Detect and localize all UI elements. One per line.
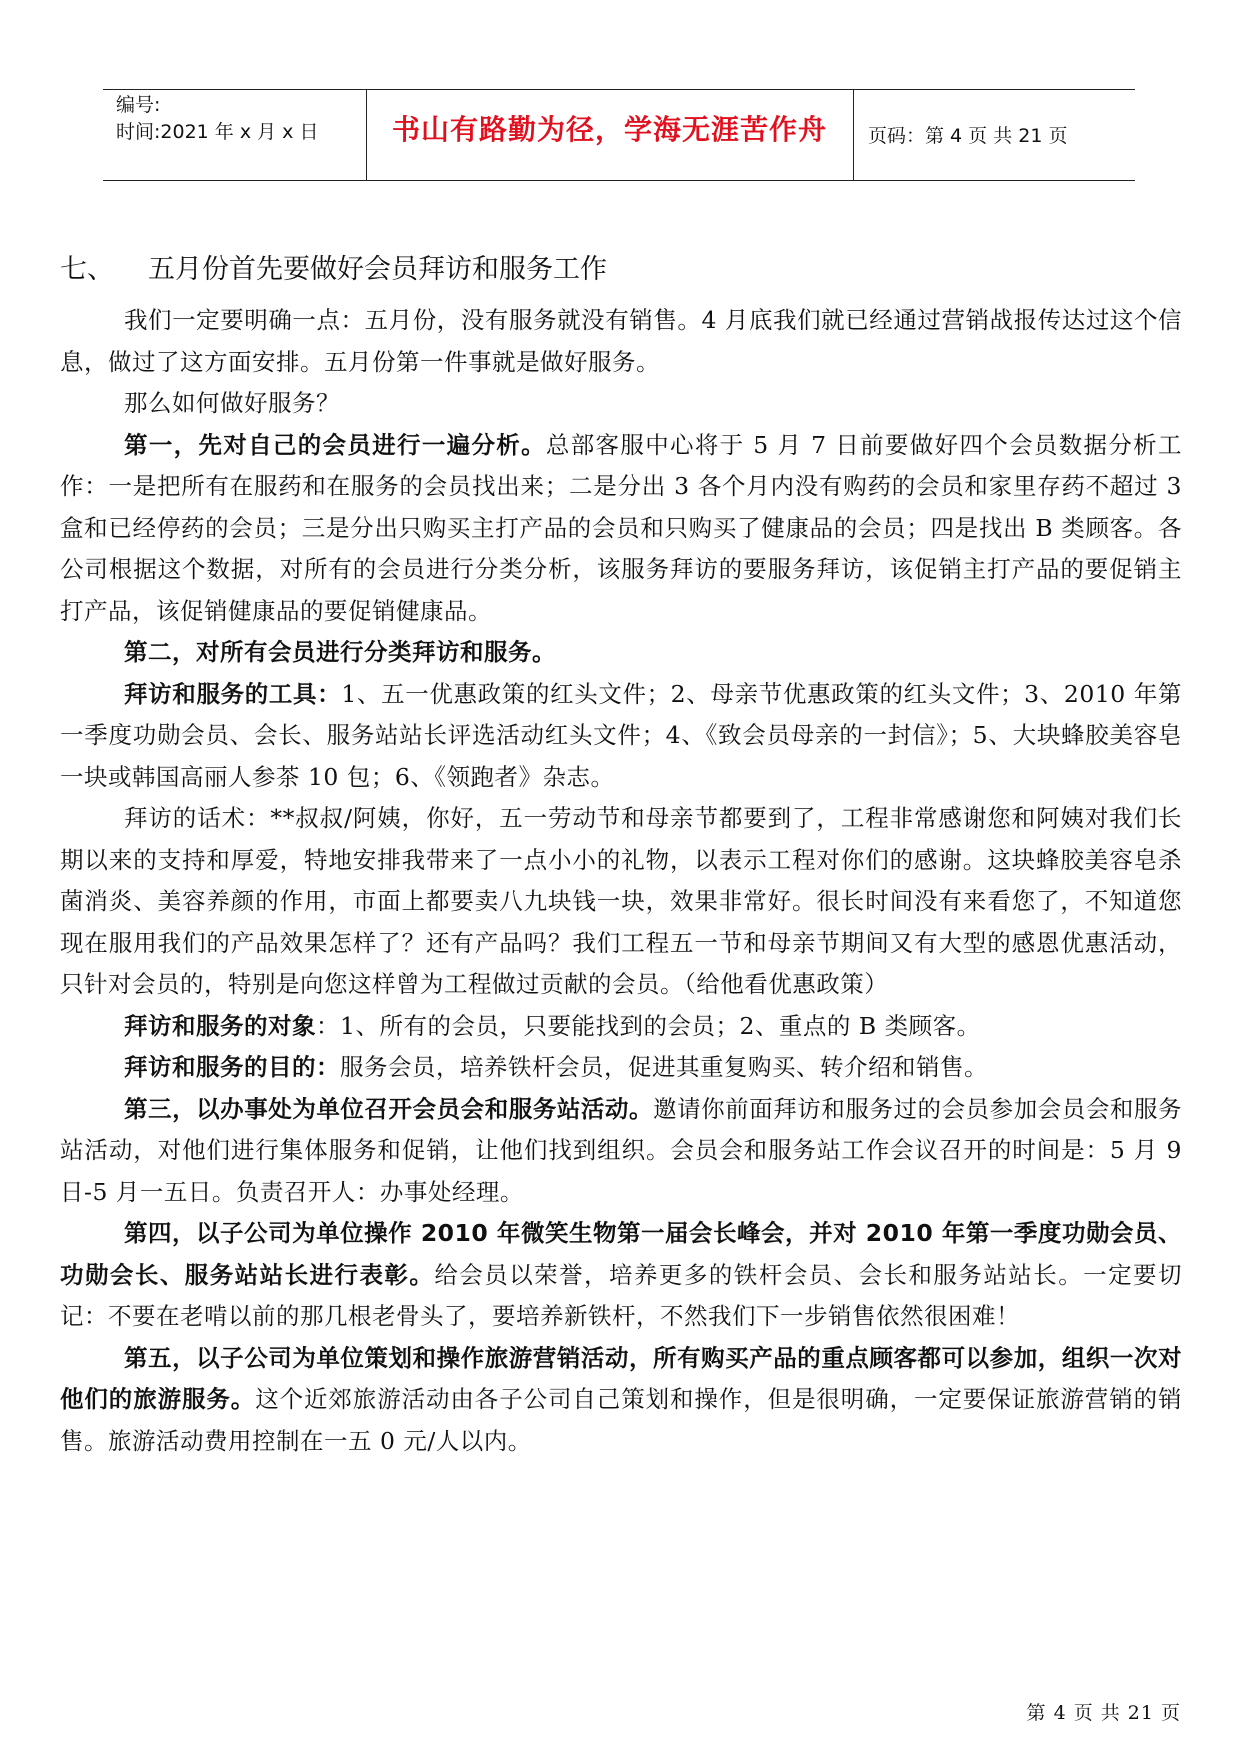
paragraph-text: 服务会员，培养铁杆会员，促进其重复购买、转介绍和销售。 <box>340 1053 988 1081</box>
paragraph <box>60 1338 1182 1463</box>
header-page-label: 页码：第 4 页 共 21 页 <box>868 125 1068 147</box>
document-body <box>60 250 1182 1462</box>
paragraph <box>60 632 1182 674</box>
section-heading <box>60 250 1182 290</box>
paragraph <box>60 425 1182 633</box>
paragraph <box>60 383 1182 425</box>
paragraph-text: 总部客服中心将于 5 月 7 日前要做好四个会员数据分析工作：一是把所有在服药和在服务的会员找出来；二是分出 3 各个月内没有购药的会员和家里存药不超过 3 盒和已经停药的会员；三是分出只购买主打产品的会员和只购买了健康品的会员；四是找出 B 类顾客。各公司根据这个数据，对所有的会员进行分类分析，该服务拜访的要服务拜访，该促销主打产品的要促销主打产品，该促销健康品的要促销健康品。 <box>60 430 1182 625</box>
number-label: 编号: <box>116 94 161 116</box>
paragraph-lead: 第一，先对自己的会员进行一遍分析。 <box>124 430 546 459</box>
paragraph <box>60 1089 1182 1214</box>
time-label: 时间:2021 年 x 月 x 日 <box>116 121 319 143</box>
paragraph-lead: 拜访和服务的对象 <box>124 1011 316 1040</box>
paragraph-lead: 第三，以办事处为单位召开会员会和服务站活动。 <box>124 1094 654 1123</box>
header-motto: 书山有路勤为径，学海无涯苦作舟 <box>391 113 827 146</box>
header-meta <box>116 92 318 146</box>
paragraph-text: 我们一定要明确一点：五月份，没有服务就没有销售。4 月底我们就已经通过营销战报传达过这个信息，做过了这方面安排。五月份第一件事就是做好服务。 <box>60 306 1182 376</box>
section-title: 五月份首先要做好会员拜访和服务工作 <box>148 254 607 285</box>
paragraph-lead: 拜访和服务的目的： <box>124 1053 340 1081</box>
paragraph-lead: 第五，以子公司为单位策划和操作旅游营销活动，所有购买产品的重点顾客都可以参加，组织一次对他们的旅游服务。 <box>60 1343 1182 1413</box>
header-bottom-rule <box>103 180 1135 181</box>
footer-page-number: 第 4 页 共 21 页 <box>1026 1702 1181 1724</box>
paragraph-text: 1、五一优惠政策的红头文件；2、母亲节优惠政策的红头文件；3、2010 年第一季度功勋会员、会长、服务站站长评选活动红头文件；4、《致会员母亲的一封信》；5、大块蜂胶美容皂一块或韩国高丽人参茶 10 包；6、《领跑者》杂志。 <box>60 679 1182 791</box>
paragraph <box>60 674 1182 799</box>
header-top-rule <box>103 89 1135 90</box>
section-number: 七、 <box>60 254 114 285</box>
header-divider <box>853 89 854 180</box>
paragraph-text: ：1、所有的会员，只要能找到的会员；2、重点的 B 类顾客。 <box>316 1011 981 1040</box>
paragraph-text: 给会员以荣誉，培养更多的铁杆会员、会长和服务站站长。一定要切记：不要在老啃以前的那几根老骨头了，要培养新铁杆，不然我们下一步销售依然很困难！ <box>60 1260 1183 1330</box>
paragraph-text: 那么如何做好服务？ <box>124 389 340 417</box>
paragraph-lead: 第二，对所有会员进行分类拜访和服务。 <box>124 638 556 666</box>
paragraph <box>60 1006 1182 1048</box>
paragraph <box>60 300 1182 383</box>
paragraph-text: 拜访的话术：**叔叔/阿姨，你好，五一劳动节和母亲节都要到了，工程非常感谢您和阿姨对我们长期以来的支持和厚爱，特地安排我带来了一点小小的礼物，以表示工程对你们的感谢。这块蜂胶美容皂杀菌消炎、美容养颜的作用，市面上都要卖八九块钱一块，效果非常好。很长时间没有来看您了，不知道您现在服用我们的产品效果怎样了？还有产品吗？我们工程五一节和母亲节期间又有大型的感恩优惠活动，只针对会员的，特别是向您这样曾为工程做过贡献的会员。（给他看优惠政策） <box>60 804 1182 998</box>
paragraph-text: 邀请你前面拜访和服务过的会员参加会员会和服务站活动，对他们进行集体服务和促销，让他们找到组织。会员会和服务站工作会议召开的时间是：5 月 9 日-5 月一五日。负责召开人：办事处经理。 <box>60 1094 1183 1206</box>
paragraph-lead: 拜访和服务的工具： <box>124 679 342 708</box>
paragraph <box>60 1047 1182 1089</box>
paragraph-text: 这个近郊旅游活动由各子公司自己策划和操作，但是很明确，一定要保证旅游营销的销售。旅游活动费用控制在一五 0 元/人以内。 <box>60 1385 1183 1455</box>
paragraph-lead: 第四，以子公司为单位操作 2010 年微笑生物第一届会长峰会，并对 2010 年第一季度功勋会员、功勋会长、服务站站长进行表彰。 <box>60 1219 1182 1289</box>
paragraph <box>60 798 1182 1006</box>
paragraph <box>60 1213 1182 1338</box>
